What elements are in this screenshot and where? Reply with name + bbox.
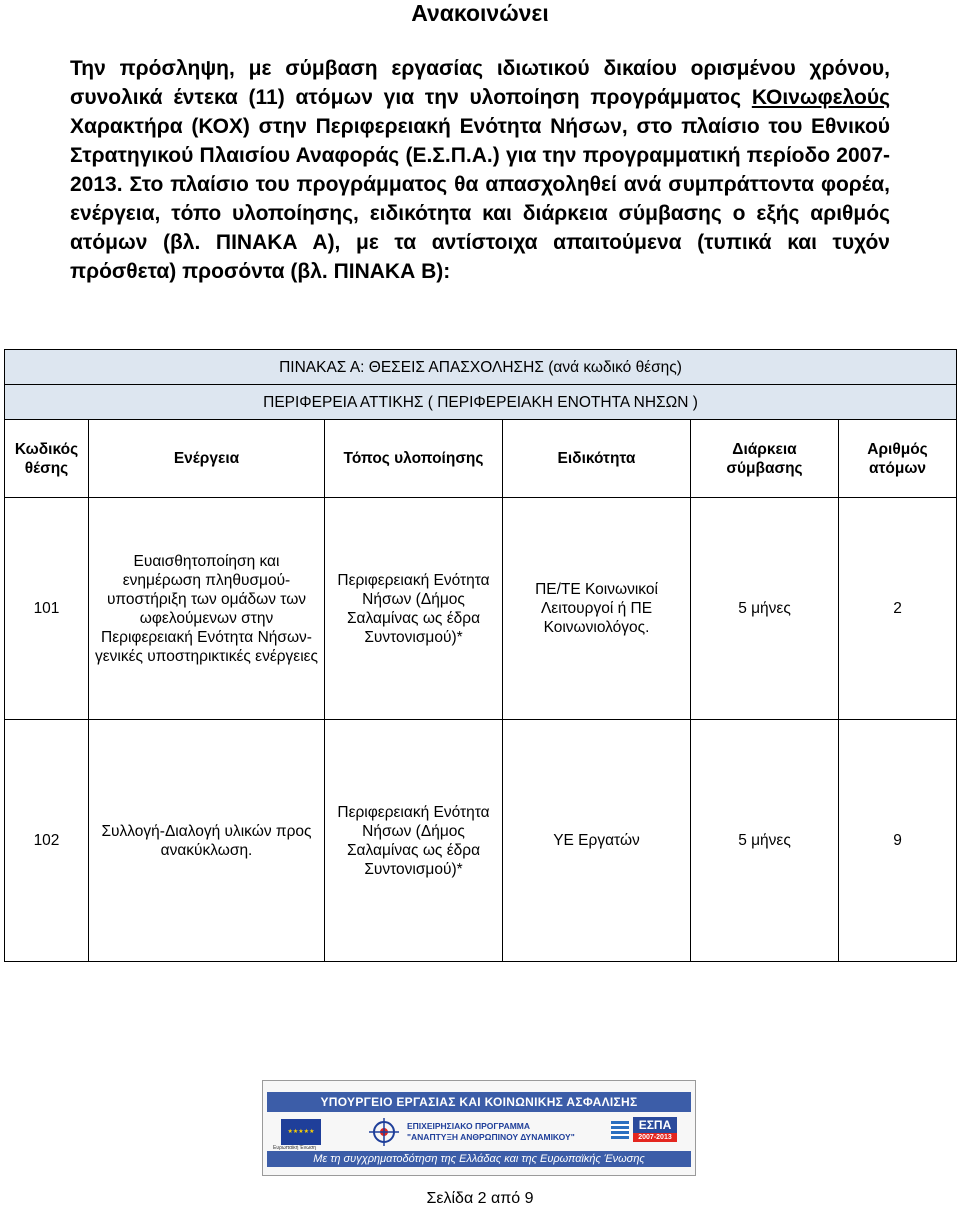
- espa-years: 2007-2013: [633, 1133, 677, 1142]
- table-header-row: [5, 420, 957, 498]
- header-code: Κωδικός θέσης: [5, 420, 89, 498]
- intro-underlined-word: ΚΟινωφελούς: [751, 86, 890, 109]
- header-persons: Αριθμός ατόμων: [839, 420, 957, 498]
- table-caption-row: [5, 350, 957, 385]
- funding-logos-banner: [262, 1080, 696, 1176]
- table-region: ΠΕΡΙΦΕΡΕΙΑ ΑΤΤΙΚΗΣ ( ΠΕΡΙΦΕΡΕΙΑΚΗ ΕΝΟΤΗΤΑ ΝΗΣΩΝ ): [5, 385, 957, 420]
- logos-strip: [267, 1115, 691, 1151]
- operational-program-logo-icon: [367, 1117, 401, 1147]
- table-caption: ΠΙΝΑΚΑΣ Α: ΘΕΣΕΙΣ ΑΠΑΣΧΟΛΗΣΗΣ (ανά κωδικό θέσης): [5, 350, 957, 385]
- header-action: Ενέργεια: [89, 420, 325, 498]
- row-persons: 2: [839, 498, 957, 720]
- page-number: Σελίδα 2 από 9: [426, 1190, 534, 1207]
- row-specialty: ΥΕ Εργατών: [503, 720, 691, 962]
- row-code: 102: [5, 720, 89, 962]
- page-title: Ανακοινώνει: [411, 0, 549, 26]
- row-place: Περιφερειακή Ενότητα Νήσων (Δήμος Σαλαμίνας ως έδρα Συντονισμού)*: [325, 720, 503, 962]
- espa-label: ΕΣΠΑ: [633, 1117, 677, 1133]
- header-place: Τόπος υλοποίησης: [325, 420, 503, 498]
- positions-table: [4, 349, 957, 962]
- eu-flag-icon: ★★★★★: [281, 1119, 321, 1145]
- ministry-band: ΥΠΟΥΡΓΕΙΟ ΕΡΓΑΣΙΑΣ ΚΑΙ ΚΟΙΝΩΝΙΚΗΣ ΑΣΦΑΛΙΣΗΣ: [267, 1092, 691, 1112]
- espa-logo-icon: [611, 1117, 677, 1147]
- header-duration: Διάρκεια σύμβασης: [691, 420, 839, 498]
- eu-caption: Ευρωπαϊκή Ένωση: [273, 1145, 316, 1151]
- table-region-row: [5, 385, 957, 420]
- header-specialty: Ειδικότητα: [503, 420, 691, 498]
- program-name: ΕΠΙΧΕΙΡΗΣΙΑΚΟ ΠΡΟΓΡΑΜΜΑ "ΑΝΑΠΤΥΞΗ ΑΝΘΡΩΠΙΝΟΥ ΔΥΝΑΜΙΚΟΥ": [407, 1121, 575, 1142]
- row-action: Συλλογή-Διαλογή υλικών προς ανακύκλωση.: [89, 720, 325, 962]
- table-row: [5, 498, 957, 720]
- intro-paragraph: [70, 54, 890, 286]
- row-specialty: ΠΕ/ΤΕ Κοινωνικοί Λειτουργοί ή ΠΕ Κοινωνιολόγος.: [503, 498, 691, 720]
- row-duration: 5 μήνες: [691, 498, 839, 720]
- table-row: [5, 720, 957, 962]
- cofinancing-band: Με τη συγχρηματοδότηση της Ελλάδας και της Ευρωπαϊκής Ένωσης: [267, 1151, 691, 1167]
- row-place: Περιφερειακή Ενότητα Νήσων (Δήμος Σαλαμίνας ως έδρα Συντονισμού)*: [325, 498, 503, 720]
- row-persons: 9: [839, 720, 957, 962]
- intro-text-1: Την πρόσληψη, με σύμβαση εργασίας ιδιωτικού δικαίου ορισμένου χρόνου, συνολικά έντεκα (11) ατόμων για την υλοποίηση προγράμματος: [70, 57, 890, 109]
- row-action: Ευαισθητοποίηση και ενημέρωση πληθυσμού-υποστήριξη των ομάδων των ωφελούμενων στην Περιφερειακή Ενότητα Νήσων-γενικές υποστηρικτικές ενέργειες: [89, 498, 325, 720]
- row-duration: 5 μήνες: [691, 720, 839, 962]
- intro-text-2: Χαρακτήρα (ΚΟΧ) στην Περιφερειακή Ενότητα Νήσων, στο πλαίσιο του Εθνικού Στρατηγικού Πλαισίου Αναφοράς (Ε.Σ.Π.Α.) για την προγραμματική περίοδο 2007-2013. Στο πλαίσιο του προγράμματος θα απασχοληθεί ανά συμπράττοντα φορέα, ενέργεια, τόπο υλοποίησης, ειδικότητα και διάρκεια σύμβασης ο εξής αριθμός ατόμων (βλ. ΠΙΝΑΚΑ Α), με τα αντίστοιχα απαιτούμενα (τυπικά και τυχόν πρόσθετα) προσόντα (βλ. ΠΙΝΑΚΑ Β):: [70, 115, 890, 283]
- row-code: 101: [5, 498, 89, 720]
